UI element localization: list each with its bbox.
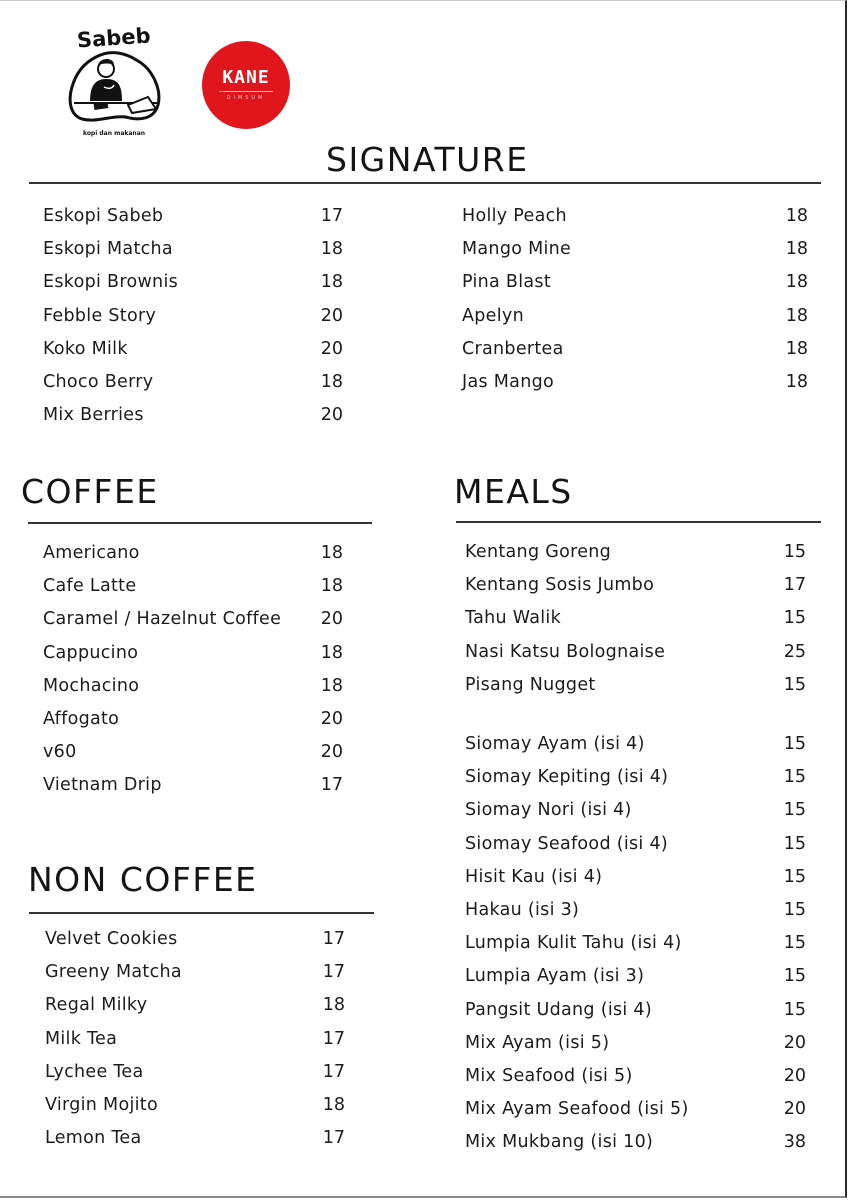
menu-item-name: Cafe Latte xyxy=(43,576,137,597)
menu-item-name: Caramel / Hazelnut Coffee xyxy=(43,609,282,630)
menu-item-price: 20 xyxy=(320,709,343,729)
menu-item-name: Regal Milky xyxy=(45,995,148,1016)
menu-item-price: 17 xyxy=(783,575,806,596)
menu-item-price: 15 xyxy=(783,734,806,754)
menu-item-price: 17 xyxy=(320,775,343,796)
menu-item-name: Mango Mine xyxy=(462,239,572,260)
menu-item-price: 20 xyxy=(783,1099,806,1120)
menu-item-price: 20 xyxy=(320,742,343,763)
menu-item-name: Mix Berries xyxy=(43,405,144,426)
menu-item-name: Tahu Walik xyxy=(465,608,562,629)
menu-item-name: Lumpia Ayam (isi 3) xyxy=(465,966,645,987)
signature-divider xyxy=(29,182,821,184)
menu-item-price: 15 xyxy=(783,999,806,1020)
menu-item-price: 18 xyxy=(785,372,808,392)
menu-item-name: Kentang Sosis Jumbo xyxy=(465,575,655,596)
menu-item-name: Mix Seafood (isi 5) xyxy=(465,1066,633,1086)
menu-item-name: Apelyn xyxy=(462,305,524,326)
menu-item-name: Affogato xyxy=(43,709,120,729)
menu-item-price: 18 xyxy=(785,305,808,326)
sabeb-logo-wordmark: Sabeb xyxy=(76,23,152,53)
menu-item-name: Hakau (isi 3) xyxy=(465,900,580,920)
menu-item-name: Mochacino xyxy=(43,675,140,696)
menu-item-price: 15 xyxy=(783,900,806,920)
menu-item-price: 25 xyxy=(783,641,806,662)
menu-item-name: Americano xyxy=(43,543,140,563)
menu-item-name: Mix Ayam (isi 5) xyxy=(465,1032,610,1053)
kane-logo-wordmark: KANE xyxy=(222,67,270,88)
menu-item-price: 20 xyxy=(320,609,343,630)
menu-item-name: Virgin Mojito xyxy=(45,1095,158,1115)
menu-item-price: 17 xyxy=(322,929,345,949)
menu-item-price: 18 xyxy=(785,239,808,260)
menu-item-price: 18 xyxy=(322,995,345,1016)
menu-item-name: Lumpia Kulit Tahu (isi 4) xyxy=(465,933,682,954)
menu-item-price: 17 xyxy=(320,206,343,226)
menu-item-price: 17 xyxy=(322,1061,345,1082)
menu-item-name: Holly Peach xyxy=(462,206,567,226)
menu-item-price: 15 xyxy=(783,674,806,695)
sabeb-logo-tagline: kopi dan makanan xyxy=(82,130,146,137)
menu-item-price: 15 xyxy=(783,966,806,987)
menu-item-price: 15 xyxy=(783,800,806,821)
menu-item-name: Kentang Goreng xyxy=(465,542,612,562)
menu-item-name: Cranbertea xyxy=(462,338,564,359)
menu-item-price: 18 xyxy=(785,272,808,293)
menu-item-price: 18 xyxy=(785,338,808,359)
menu-item-name: Eskopi Brownis xyxy=(43,272,179,293)
menu-item-name: v60 xyxy=(43,742,77,763)
coffee-divider xyxy=(28,522,372,524)
menu-item-name: Eskopi Matcha xyxy=(43,239,173,260)
kane-logo-divider xyxy=(219,91,273,92)
menu-item-name: Hisit Kau (isi 4) xyxy=(465,866,603,887)
kane-logo-subtitle: DIMSUM xyxy=(226,95,266,101)
menu-item-name: Milk Tea xyxy=(45,1028,118,1049)
menu-item-price: 18 xyxy=(322,1095,345,1115)
meals-divider xyxy=(456,521,821,523)
menu-item-name: Mix Mukbang (isi 10) xyxy=(465,1132,654,1153)
menu-item-name: Mix Ayam Seafood (isi 5) xyxy=(465,1099,689,1120)
non-coffee-divider xyxy=(29,912,374,914)
menu-item-price: 20 xyxy=(320,305,343,326)
menu-item-price: 17 xyxy=(322,1028,345,1049)
menu-item-price: 15 xyxy=(783,866,806,887)
menu-item-name: Vietnam Drip xyxy=(43,775,162,796)
menu-item-price: 15 xyxy=(783,833,806,854)
menu-item-price: 18 xyxy=(320,642,343,663)
menu-item-name: Siomay Kepiting (isi 4) xyxy=(465,767,669,788)
menu-item-price: 18 xyxy=(320,239,343,260)
menu-item-price: 15 xyxy=(783,542,806,562)
menu-item-price: 18 xyxy=(320,543,343,563)
section-title-coffee: COFFEE xyxy=(21,472,159,511)
kane-logo-circle xyxy=(202,41,290,129)
menu-item-name: Cappucino xyxy=(43,642,139,663)
menu-item-price: 17 xyxy=(322,1128,345,1149)
menu-item-price: 15 xyxy=(783,608,806,629)
menu-item-name: Koko Milk xyxy=(43,338,128,359)
menu-item-name: Pangsit Udang (isi 4) xyxy=(465,999,652,1020)
menu-item-name: Pisang Nugget xyxy=(465,674,596,695)
menu-item-name: Siomay Seafood (isi 4) xyxy=(465,833,669,854)
section-title-signature: SIGNATURE xyxy=(326,140,529,179)
menu-item-name: Jas Mango xyxy=(462,372,554,392)
menu-item-price: 20 xyxy=(320,405,343,426)
menu-item-price: 18 xyxy=(785,206,808,226)
menu-item-price: 20 xyxy=(320,338,343,359)
menu-item-name: Lychee Tea xyxy=(45,1061,144,1082)
menu-item-name: Siomay Nori (isi 4) xyxy=(465,800,632,821)
menu-item-price: 18 xyxy=(320,272,343,293)
menu-item-name: Nasi Katsu Bolognaise xyxy=(465,641,666,662)
menu-item-price: 15 xyxy=(783,933,806,954)
menu-item-price: 20 xyxy=(783,1066,806,1086)
menu-item-price: 38 xyxy=(783,1132,806,1153)
sabeb-logo-illustration xyxy=(66,23,164,143)
sabeb-logo xyxy=(66,23,164,143)
menu-item-name: Velvet Cookies xyxy=(45,929,178,949)
section-title-meals: MEALS xyxy=(454,472,573,511)
menu-item-price: 18 xyxy=(320,372,343,392)
menu-item-name: Febble Story xyxy=(43,305,157,326)
menu-item-name: Choco Berry xyxy=(43,372,154,392)
menu-item-price: 17 xyxy=(322,962,345,983)
menu-item-name: Eskopi Sabeb xyxy=(43,206,164,226)
menu-item-price: 18 xyxy=(320,576,343,597)
menu-item-name: Lemon Tea xyxy=(45,1128,142,1149)
menu-item-price: 15 xyxy=(783,767,806,788)
menu-item-price: 20 xyxy=(783,1032,806,1053)
menu-item-name: Pina Blast xyxy=(462,272,551,293)
section-title-non-coffee: NON COFFEE xyxy=(28,860,258,899)
kane-dimsum-logo xyxy=(202,41,290,129)
menu-item-name: Greeny Matcha xyxy=(45,962,182,983)
menu-item-price: 18 xyxy=(320,675,343,696)
menu-item-name: Siomay Ayam (isi 4) xyxy=(465,734,645,754)
